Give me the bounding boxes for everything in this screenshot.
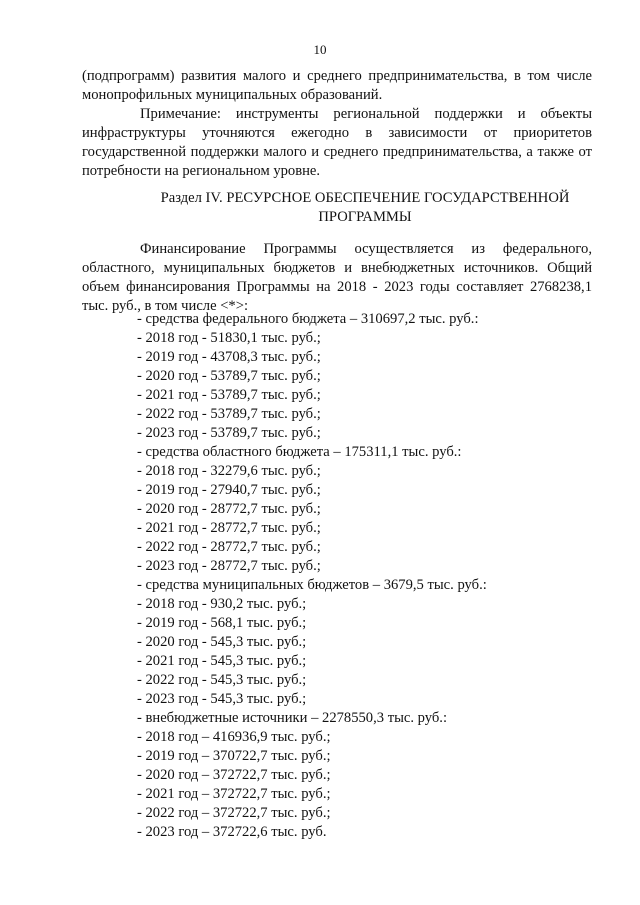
funding-list-item: - 2020 год - 53789,7 тыс. руб.; — [137, 368, 321, 384]
funding-list-item: - 2021 год - 545,3 тыс. руб.; — [137, 653, 307, 669]
funding-list-item: - 2021 год – 372722,7 тыс. руб.; — [137, 786, 331, 802]
funding-list-item: - 2021 год - 53789,7 тыс. руб.; — [137, 387, 321, 403]
funding-list-item: - 2019 год – 370722,7 тыс. руб.; — [137, 748, 331, 764]
funding-list — [137, 310, 597, 842]
section-heading — [140, 189, 590, 227]
funding-list-item: - 2020 год – 372722,7 тыс. руб.; — [137, 767, 331, 783]
funding-list-item: - 2018 год - 51830,1 тыс. руб.; — [137, 330, 321, 346]
funding-list-item: - 2019 год - 27940,7 тыс. руб.; — [137, 482, 321, 498]
funding-list-item: - 2023 год – 372722,6 тыс. руб. — [137, 824, 327, 840]
funding-list-item: - 2022 год – 372722,7 тыс. руб.; — [137, 805, 331, 821]
funding-list-item: - 2022 год - 28772,7 тыс. руб.; — [137, 539, 321, 555]
funding-list-item: - 2023 год - 28772,7 тыс. руб.; — [137, 558, 321, 574]
section-heading-line2: ПРОГРАММЫ — [318, 209, 412, 225]
funding-list-item: - внебюджетные источники – 2278550,3 тыс. руб.: — [137, 710, 447, 726]
continuation-paragraph: (подпрограмм) развития малого и среднего предпринимательства, в том числе монопрофильных муниципальных образований. — [82, 68, 592, 103]
funding-list-item: - 2022 год - 53789,7 тыс. руб.; — [137, 406, 321, 422]
funding-list-item: - 2022 год - 545,3 тыс. руб.; — [137, 672, 307, 688]
funding-list-item: - 2018 год - 32279,6 тыс. руб.; — [137, 463, 321, 479]
funding-list-item: - средства федерального бюджета – 310697,2 тыс. руб.: — [137, 311, 479, 327]
funding-list-item: - 2019 год - 568,1 тыс. руб.; — [137, 615, 307, 631]
funding-list-item: - 2019 год - 43708,3 тыс. руб.; — [137, 349, 321, 365]
financing-paragraph: Финансирование Программы осуществляется из федерального, областного, муниципальных бюджетов и внебюджетных источников. Общий объем финансирования Программы на 2018 - 2023 годы составляет 2768238,1 тыс. руб., в том числе <*>: — [82, 241, 592, 314]
funding-list-item: - 2023 год - 53789,7 тыс. руб.; — [137, 425, 321, 441]
funding-list-item: - средства областного бюджета – 175311,1 тыс. руб.: — [137, 444, 462, 460]
funding-list-item: - 2018 год - 930,2 тыс. руб.; — [137, 596, 307, 612]
funding-list-item: - 2021 год - 28772,7 тыс. руб.; — [137, 520, 321, 536]
page-number: 10 — [313, 42, 327, 57]
funding-list-item: - 2018 год – 416936,9 тыс. руб.; — [137, 729, 331, 745]
funding-list-item: - 2020 год - 545,3 тыс. руб.; — [137, 634, 307, 650]
funding-list-item: - 2023 год - 545,3 тыс. руб.; — [137, 691, 307, 707]
note-paragraph: Примечание: инструменты региональной поддержки и объекты инфраструктуры уточняются ежегодно в зависимости от приоритетов государственной поддержки малого и среднего предпринимательства, а также от потребности на региональном уровне. — [82, 106, 592, 179]
section-heading-line1: Раздел IV. РЕСУРСНОЕ ОБЕСПЕЧЕНИЕ ГОСУДАРСТВЕННОЙ — [160, 190, 570, 206]
funding-list-item: - средства муниципальных бюджетов – 3679,5 тыс. руб.: — [137, 577, 487, 593]
funding-list-item: - 2020 год - 28772,7 тыс. руб.; — [137, 501, 321, 517]
